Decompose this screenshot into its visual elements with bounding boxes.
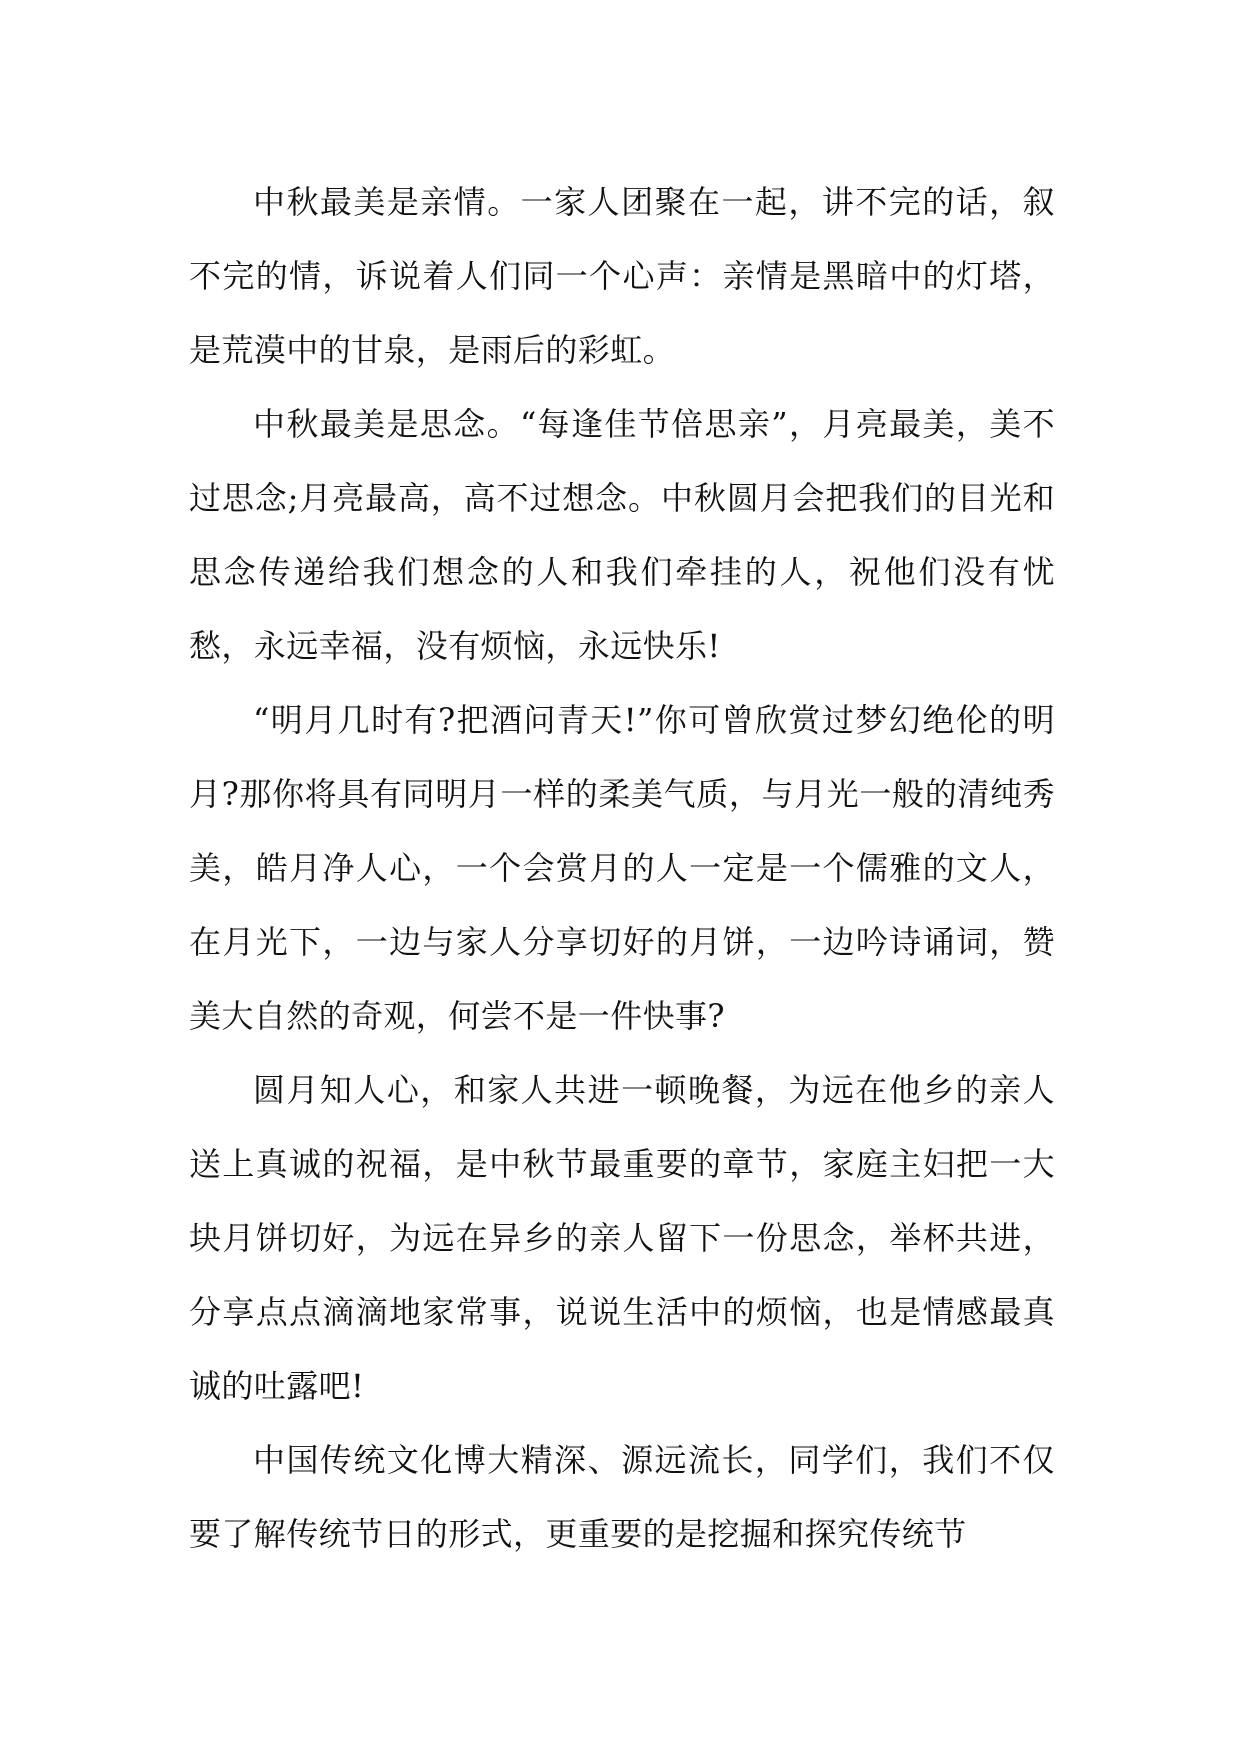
paragraph-full-moon-family: 圆月知人心，和家人共进一顿晚餐，为远在他乡的亲人送上真诚的祝福，是中秋节最重要的章节，家庭主妇把一大块月饼切好，为远在异乡的亲人留下一份思念，举杯共进，分享点点滴滴地家常事，说说生活中的烦恼，也是情感最真诚的吐露吧! xyxy=(189,1071,1055,1405)
paragraph-traditional-culture: 中国传统文化博大精深、源远流长，同学们，我们不仅要了解传统节日的形式，更重要的是挖掘和探究传统节 xyxy=(189,1441,1055,1553)
document-body xyxy=(189,165,1055,1571)
paragraph-bright-moon: “明月几时有?把酒问青天!”你可曾欣赏过梦幻绝伦的明月?那你将具有同明月一样的柔美气质，与月光一般的清纯秀美，皓月净人心，一个会赏月的人一定是一个儒雅的文人，在月光下，一边与家人分享切好的月饼，一边吟诗诵词，赞美大自然的奇观，何尝不是一件快事? xyxy=(189,701,1055,1035)
paragraph-longing: 中秋最美是思念。“每逢佳节倍思亲”，月亮最美，美不过思念;月亮最高，高不过想念。中秋圆月会把我们的目光和思念传递给我们想念的人和我们牵挂的人，祝他们没有忧愁，永远幸福，没有烦恼，永远快乐! xyxy=(189,405,1055,665)
paragraph-family-love: 中秋最美是亲情。一家人团聚在一起，讲不完的话，叙不完的情，诉说着人们同一个心声：亲情是黑暗中的灯塔，是荒漠中的甘泉，是雨后的彩虹。 xyxy=(189,183,1055,369)
